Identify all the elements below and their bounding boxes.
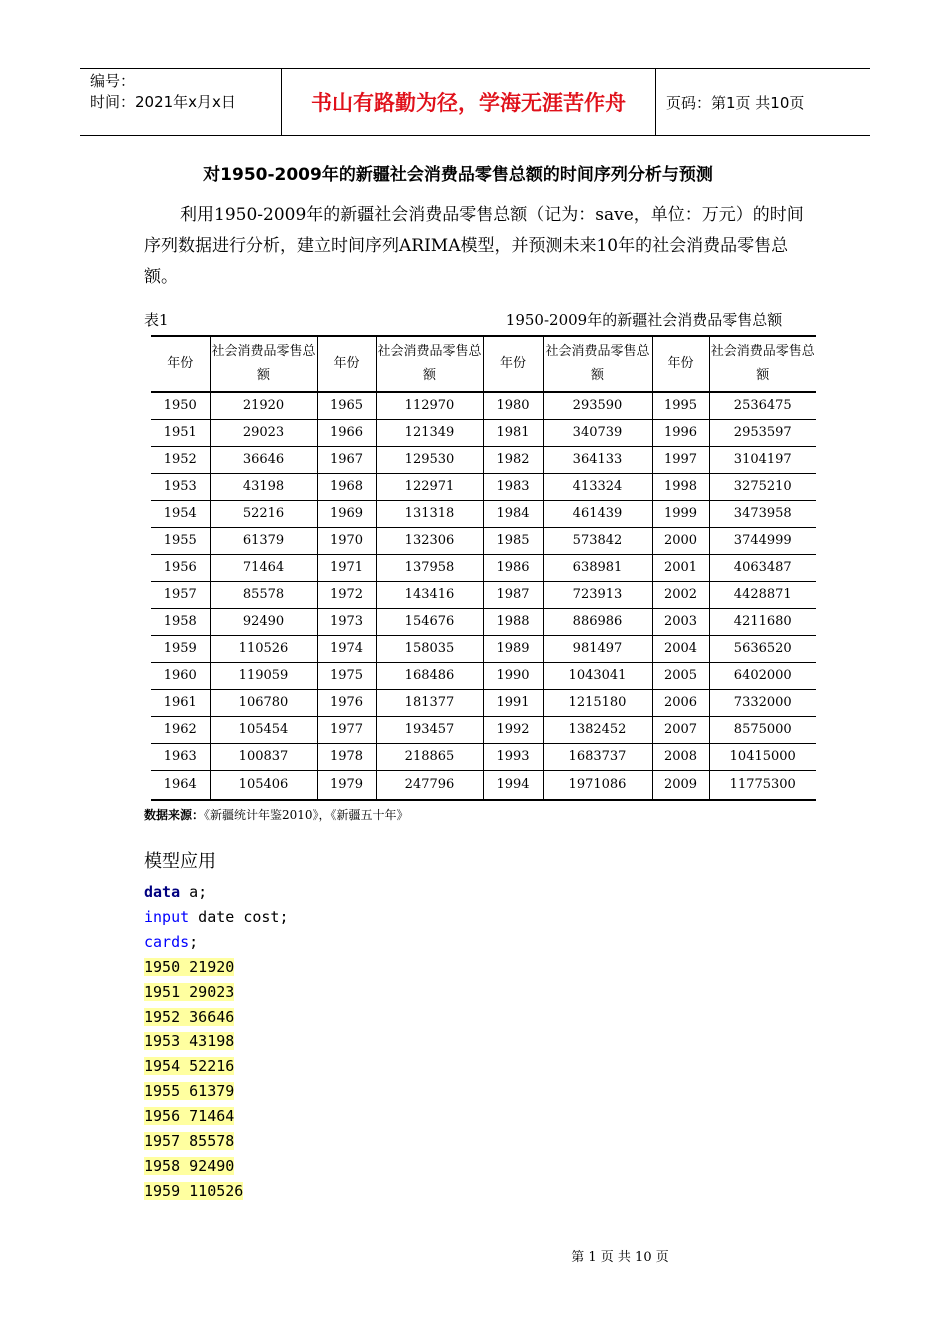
source-text: 《新疆统计年鉴2010》，《新疆五十年》	[204, 808, 409, 822]
code-line	[144, 1029, 289, 1054]
value-cell: 293590	[543, 392, 652, 419]
year-cell: 1987	[483, 581, 543, 608]
value-cell: 106780	[210, 689, 317, 716]
value-cell: 218865	[376, 743, 483, 770]
year-cell: 1954	[151, 500, 210, 527]
value-cell: 105406	[210, 770, 317, 800]
col-value: 社会消费品零售总额	[543, 336, 652, 392]
year-cell: 1981	[483, 419, 543, 446]
year-cell: 1993	[483, 743, 543, 770]
value-cell: 52216	[210, 500, 317, 527]
year-cell: 1963	[151, 743, 210, 770]
year-cell: 1953	[151, 473, 210, 500]
value-cell: 2953597	[733, 425, 792, 440]
value-cell: 3473958	[733, 506, 792, 521]
code-line	[144, 930, 289, 955]
value-cell: 21920	[210, 392, 317, 419]
table-row	[151, 635, 816, 662]
value-cell: 6402000	[733, 668, 792, 683]
year-cell: 2005	[652, 662, 709, 689]
code-line	[144, 1104, 289, 1129]
value-cell: 11775300	[729, 777, 796, 793]
value-cell: 36646	[210, 446, 317, 473]
code-line	[144, 980, 289, 1005]
value-cell: 168486	[376, 662, 483, 689]
year-cell: 1973	[317, 608, 376, 635]
value-cell: 154676	[376, 608, 483, 635]
retail-sales-table	[151, 335, 816, 801]
year-cell: 1980	[483, 392, 543, 419]
table-row	[151, 608, 816, 635]
value-cell: 7332000	[733, 695, 792, 710]
year-cell: 1975	[317, 662, 376, 689]
col-year: 年份	[151, 336, 210, 392]
value-cell: 158035	[376, 635, 483, 662]
value-cell: 132306	[376, 527, 483, 554]
value-cell: 131318	[376, 500, 483, 527]
value-cell: 364133	[543, 446, 652, 473]
year-cell: 1976	[317, 689, 376, 716]
year-cell: 1999	[652, 500, 709, 527]
value-cell: 85578	[210, 581, 317, 608]
year-cell: 1985	[483, 527, 543, 554]
document-title: 对1950-2009年的新疆社会消费品零售总额的时间序列分析与预测	[203, 165, 713, 185]
year-cell: 1990	[483, 662, 543, 689]
table-row	[151, 743, 816, 770]
page-header	[80, 68, 870, 136]
value-cell: 3275210	[733, 479, 792, 494]
code-data-line: 1950 21920	[144, 957, 235, 976]
value-cell: 2536475	[733, 398, 792, 414]
value-cell: 119059	[210, 662, 317, 689]
value-cell: 3104197	[733, 452, 792, 467]
value-cell: 413324	[543, 473, 652, 500]
code-data-line: 1956 71464	[144, 1107, 235, 1126]
value-cell: 1215180	[543, 689, 652, 716]
year-cell: 2002	[652, 581, 709, 608]
code-data-line: 1959 110526	[144, 1181, 244, 1200]
table-row	[151, 581, 816, 608]
value-cell: 4063487	[733, 560, 792, 575]
value-cell: 3744999	[733, 533, 792, 548]
code-text: ;	[189, 932, 199, 951]
year-cell: 2001	[652, 554, 709, 581]
year-cell: 1998	[652, 473, 709, 500]
value-cell: 4211680	[733, 614, 792, 629]
table-row	[151, 473, 816, 500]
year-cell: 1995	[652, 392, 709, 419]
source-label: 数据来源：	[144, 808, 205, 822]
sas-code-block	[144, 880, 289, 1204]
year-cell: 1968	[317, 473, 376, 500]
col-year: 年份	[483, 336, 543, 392]
year-cell: 1988	[483, 608, 543, 635]
code-line	[144, 1079, 289, 1104]
table-label: 表1	[144, 311, 169, 329]
table-row	[151, 527, 816, 554]
year-cell: 1955	[151, 527, 210, 554]
table-row	[151, 554, 816, 581]
year-cell: 1957	[151, 581, 210, 608]
code-keyword: input	[144, 907, 190, 926]
code-data-line: 1953 43198	[144, 1032, 235, 1051]
value-cell: 92490	[210, 608, 317, 635]
table-row	[151, 689, 816, 716]
year-cell: 1979	[317, 770, 376, 800]
table-title: 1950-2009年的新疆社会消费品零售总额	[505, 311, 783, 329]
year-cell: 1958	[151, 608, 210, 635]
year-cell: 2004	[652, 635, 709, 662]
time-label: 时间：2021年x月x日	[90, 93, 236, 111]
year-cell: 1992	[483, 716, 543, 743]
value-cell: 110526	[210, 635, 317, 662]
code-line	[144, 1054, 289, 1079]
code-data-line: 1952 36646	[144, 1007, 235, 1026]
year-cell: 1966	[317, 419, 376, 446]
value-cell: 181377	[376, 689, 483, 716]
year-cell: 1950	[151, 392, 210, 419]
code-line	[144, 880, 289, 905]
year-cell: 2003	[652, 608, 709, 635]
data-source	[144, 806, 409, 823]
value-cell: 981497	[543, 635, 652, 662]
table-row	[151, 662, 816, 689]
code-data-line: 1954 52216	[144, 1057, 235, 1076]
value-cell: 129530	[376, 446, 483, 473]
year-cell: 2000	[652, 527, 709, 554]
value-cell: 10415000	[729, 749, 796, 764]
value-cell: 638981	[543, 554, 652, 581]
table-header-row	[151, 336, 816, 392]
year-cell: 1986	[483, 554, 543, 581]
year-cell: 1983	[483, 473, 543, 500]
year-cell: 1964	[151, 770, 210, 800]
value-cell: 105454	[210, 716, 317, 743]
code-data-lines	[144, 955, 289, 1204]
year-cell: 1967	[317, 446, 376, 473]
page-footer: 第 1 页 共 10 页	[571, 1250, 669, 1265]
year-cell: 1970	[317, 527, 376, 554]
value-cell: 5636520	[733, 641, 792, 656]
code-line	[144, 905, 289, 930]
value-cell: 29023	[210, 419, 317, 446]
table-body	[151, 392, 816, 800]
code-line	[144, 1129, 289, 1154]
value-cell: 1043041	[543, 662, 652, 689]
value-cell: 1971086	[543, 770, 652, 800]
table-row	[151, 500, 816, 527]
value-cell: 886986	[543, 608, 652, 635]
table-row	[151, 419, 816, 446]
code-line	[144, 1005, 289, 1030]
header-page-label: 页码：第1页 共10页	[666, 93, 805, 112]
code-line	[144, 1154, 289, 1179]
year-cell: 1960	[151, 662, 210, 689]
year-cell: 1977	[317, 716, 376, 743]
value-cell: 461439	[543, 500, 652, 527]
header-motto: 书山有路勤为径，学海无涯苦作舟	[282, 69, 656, 135]
year-cell: 2009	[652, 770, 709, 800]
year-cell: 1952	[151, 446, 210, 473]
year-cell: 1959	[151, 635, 210, 662]
value-cell: 193457	[376, 716, 483, 743]
year-cell: 1972	[317, 581, 376, 608]
value-cell: 247796	[376, 770, 483, 800]
value-cell: 122971	[376, 473, 483, 500]
year-cell: 1951	[151, 419, 210, 446]
table-row	[151, 770, 816, 800]
table-row	[151, 716, 816, 743]
code-data-line: 1951 29023	[144, 982, 235, 1001]
year-cell: 1974	[317, 635, 376, 662]
year-cell: 1965	[317, 392, 376, 419]
value-cell: 71464	[210, 554, 317, 581]
code-data-line: 1958 92490	[144, 1156, 235, 1175]
year-cell: 1971	[317, 554, 376, 581]
year-cell: 1989	[483, 635, 543, 662]
value-cell: 723913	[543, 581, 652, 608]
year-cell: 1956	[151, 554, 210, 581]
year-cell: 1982	[483, 446, 543, 473]
year-cell: 1997	[652, 446, 709, 473]
col-year: 年份	[317, 336, 376, 392]
year-cell: 1978	[317, 743, 376, 770]
year-cell: 1962	[151, 716, 210, 743]
value-cell: 4428871	[733, 587, 792, 602]
value-cell: 61379	[210, 527, 317, 554]
code-data-line: 1957 85578	[144, 1132, 235, 1151]
value-cell: 100837	[210, 743, 317, 770]
code-line	[144, 955, 289, 980]
col-value: 社会消费品零售总额	[710, 344, 815, 383]
year-cell: 1991	[483, 689, 543, 716]
value-cell: 8575000	[733, 722, 792, 737]
value-cell: 112970	[376, 392, 483, 419]
year-cell: 1996	[652, 419, 709, 446]
table-row	[151, 392, 816, 419]
value-cell: 143416	[376, 581, 483, 608]
value-cell: 1382452	[543, 716, 652, 743]
value-cell: 43198	[210, 473, 317, 500]
year-cell: 2007	[652, 716, 709, 743]
code-text: a;	[180, 883, 208, 901]
value-cell: 1683737	[543, 743, 652, 770]
code-text: date cost;	[189, 907, 289, 926]
number-label: 编号：	[90, 72, 136, 90]
code-line	[144, 1179, 289, 1204]
code-keyword: data	[144, 883, 181, 901]
value-cell: 137958	[376, 554, 483, 581]
value-cell: 121349	[376, 419, 483, 446]
col-year: 年份	[652, 336, 709, 392]
year-cell: 2008	[652, 743, 709, 770]
code-keyword: cards	[144, 932, 190, 951]
table-row	[151, 446, 816, 473]
intro-paragraph: 利用1950-2009年的新疆社会消费品零售总额（记为：save，单位：万元）的时间序列数据进行分析，建立时间序列ARIMA模型，并预测未来10年的社会消费品零售总额。	[144, 205, 804, 287]
year-cell: 1961	[151, 689, 210, 716]
year-cell: 1969	[317, 500, 376, 527]
year-cell: 2006	[652, 689, 709, 716]
header-meta	[80, 69, 282, 135]
year-cell: 1984	[483, 500, 543, 527]
col-value: 社会消费品零售总额	[210, 336, 317, 392]
section-title: 模型应用	[144, 851, 216, 872]
year-cell: 1994	[483, 770, 543, 800]
value-cell: 340739	[543, 419, 652, 446]
value-cell: 573842	[543, 527, 652, 554]
code-data-line: 1955 61379	[144, 1082, 235, 1101]
col-value: 社会消费品零售总额	[376, 336, 483, 392]
